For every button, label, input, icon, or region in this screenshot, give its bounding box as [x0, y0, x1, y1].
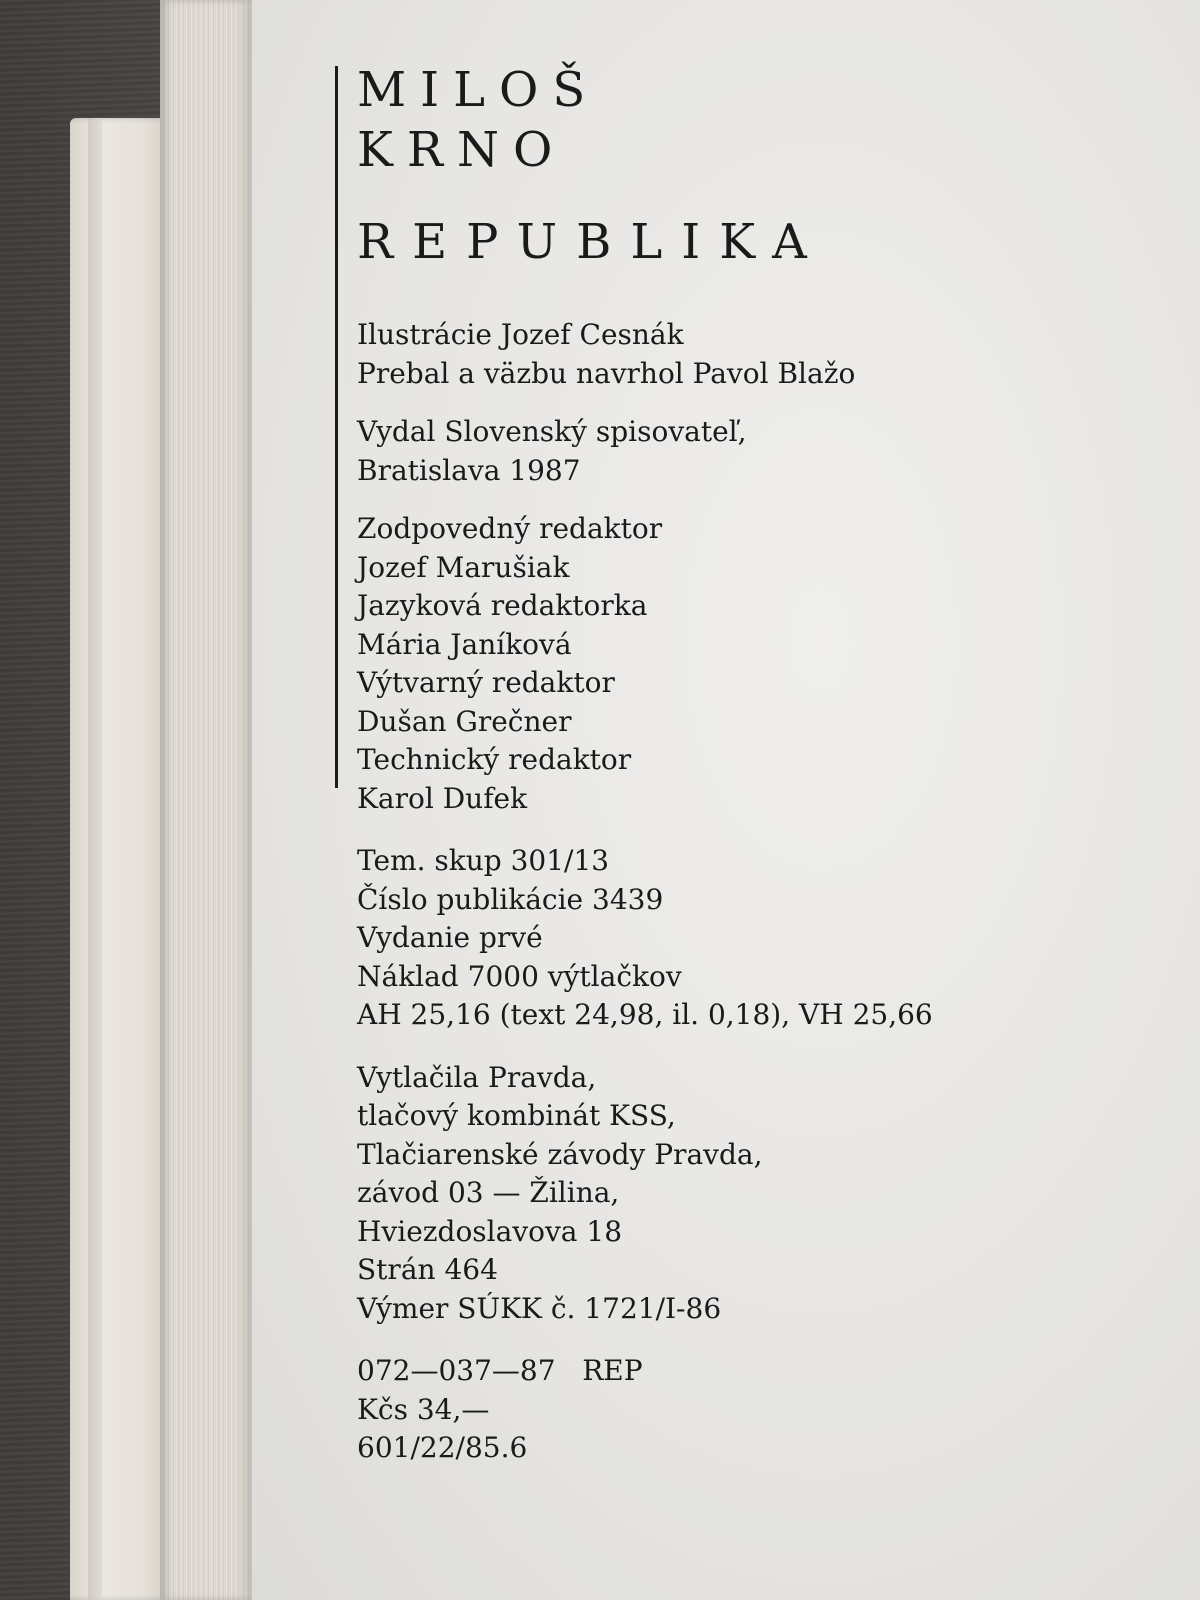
dust-jacket [70, 118, 174, 1600]
editor-name: Dušan Grečner [357, 704, 572, 738]
vertical-rule [335, 66, 338, 788]
codes-block [357, 1352, 1177, 1468]
publication-line: Náklad 7000 výtlačkov [357, 959, 682, 993]
publication-line: Tem. skup 301/13 [357, 844, 610, 877]
editor-name: Karol Dufek [357, 781, 528, 815]
price-line: Kčs 34,— [357, 1392, 490, 1426]
publisher-line: Bratislava 1987 [357, 453, 581, 487]
page-edges [160, 0, 260, 1600]
publication-line: Číslo publikácie 3439 [357, 882, 664, 916]
publisher-line: Vydal Slovenský spisovateľ, [357, 415, 747, 448]
editor-name: Jozef Marušiak [357, 550, 570, 584]
credit-line: Ilustrácie Jozef Cesnák [357, 318, 684, 351]
editor-role: Jazyková redaktorka [357, 589, 648, 622]
editor-role: Zodpovedný redaktor [357, 512, 663, 545]
editors-block [357, 510, 1177, 818]
publication-block [357, 842, 1177, 1035]
editor-name: Mária Janíková [357, 627, 572, 661]
credits-block [357, 316, 1177, 393]
author-last-name: KRNO [357, 122, 567, 178]
credit-line: Prebal a väzbu navrhol Pavol Blažo [357, 356, 856, 390]
editor-role: Technický redaktor [357, 743, 632, 776]
printer-line: Strán 464 [357, 1253, 498, 1286]
printer-line: Výmer SÚKK č. 1721/I-86 [357, 1291, 722, 1325]
printer-line: Tlačiarenské závody Pravda, [357, 1137, 763, 1171]
printer-line: Vytlačila Pravda, [357, 1060, 597, 1094]
publication-line: Vydanie prvé [357, 921, 543, 954]
printer-line: Hviezdoslavova 18 [357, 1214, 623, 1248]
book-title: REPUBLIKA [357, 214, 826, 270]
author-first-name: MILOŠ [357, 62, 600, 118]
dust-jacket-fold [88, 118, 102, 1600]
editor-role: Výtvarný redaktor [357, 666, 615, 699]
printer-block [357, 1059, 1177, 1329]
publisher-block [357, 413, 1177, 490]
code-line: 601/22/85.6 [357, 1431, 528, 1464]
code-line: 072—037—87 REP [357, 1354, 643, 1387]
imprint-text [357, 60, 1177, 1468]
printer-line: tlačový kombinát KSS, [357, 1099, 676, 1132]
publication-line: AH 25,16 (text 24,98, il. 0,18), VH 25,66 [357, 998, 933, 1031]
printer-line: závod 03 — Žilina, [357, 1176, 620, 1209]
